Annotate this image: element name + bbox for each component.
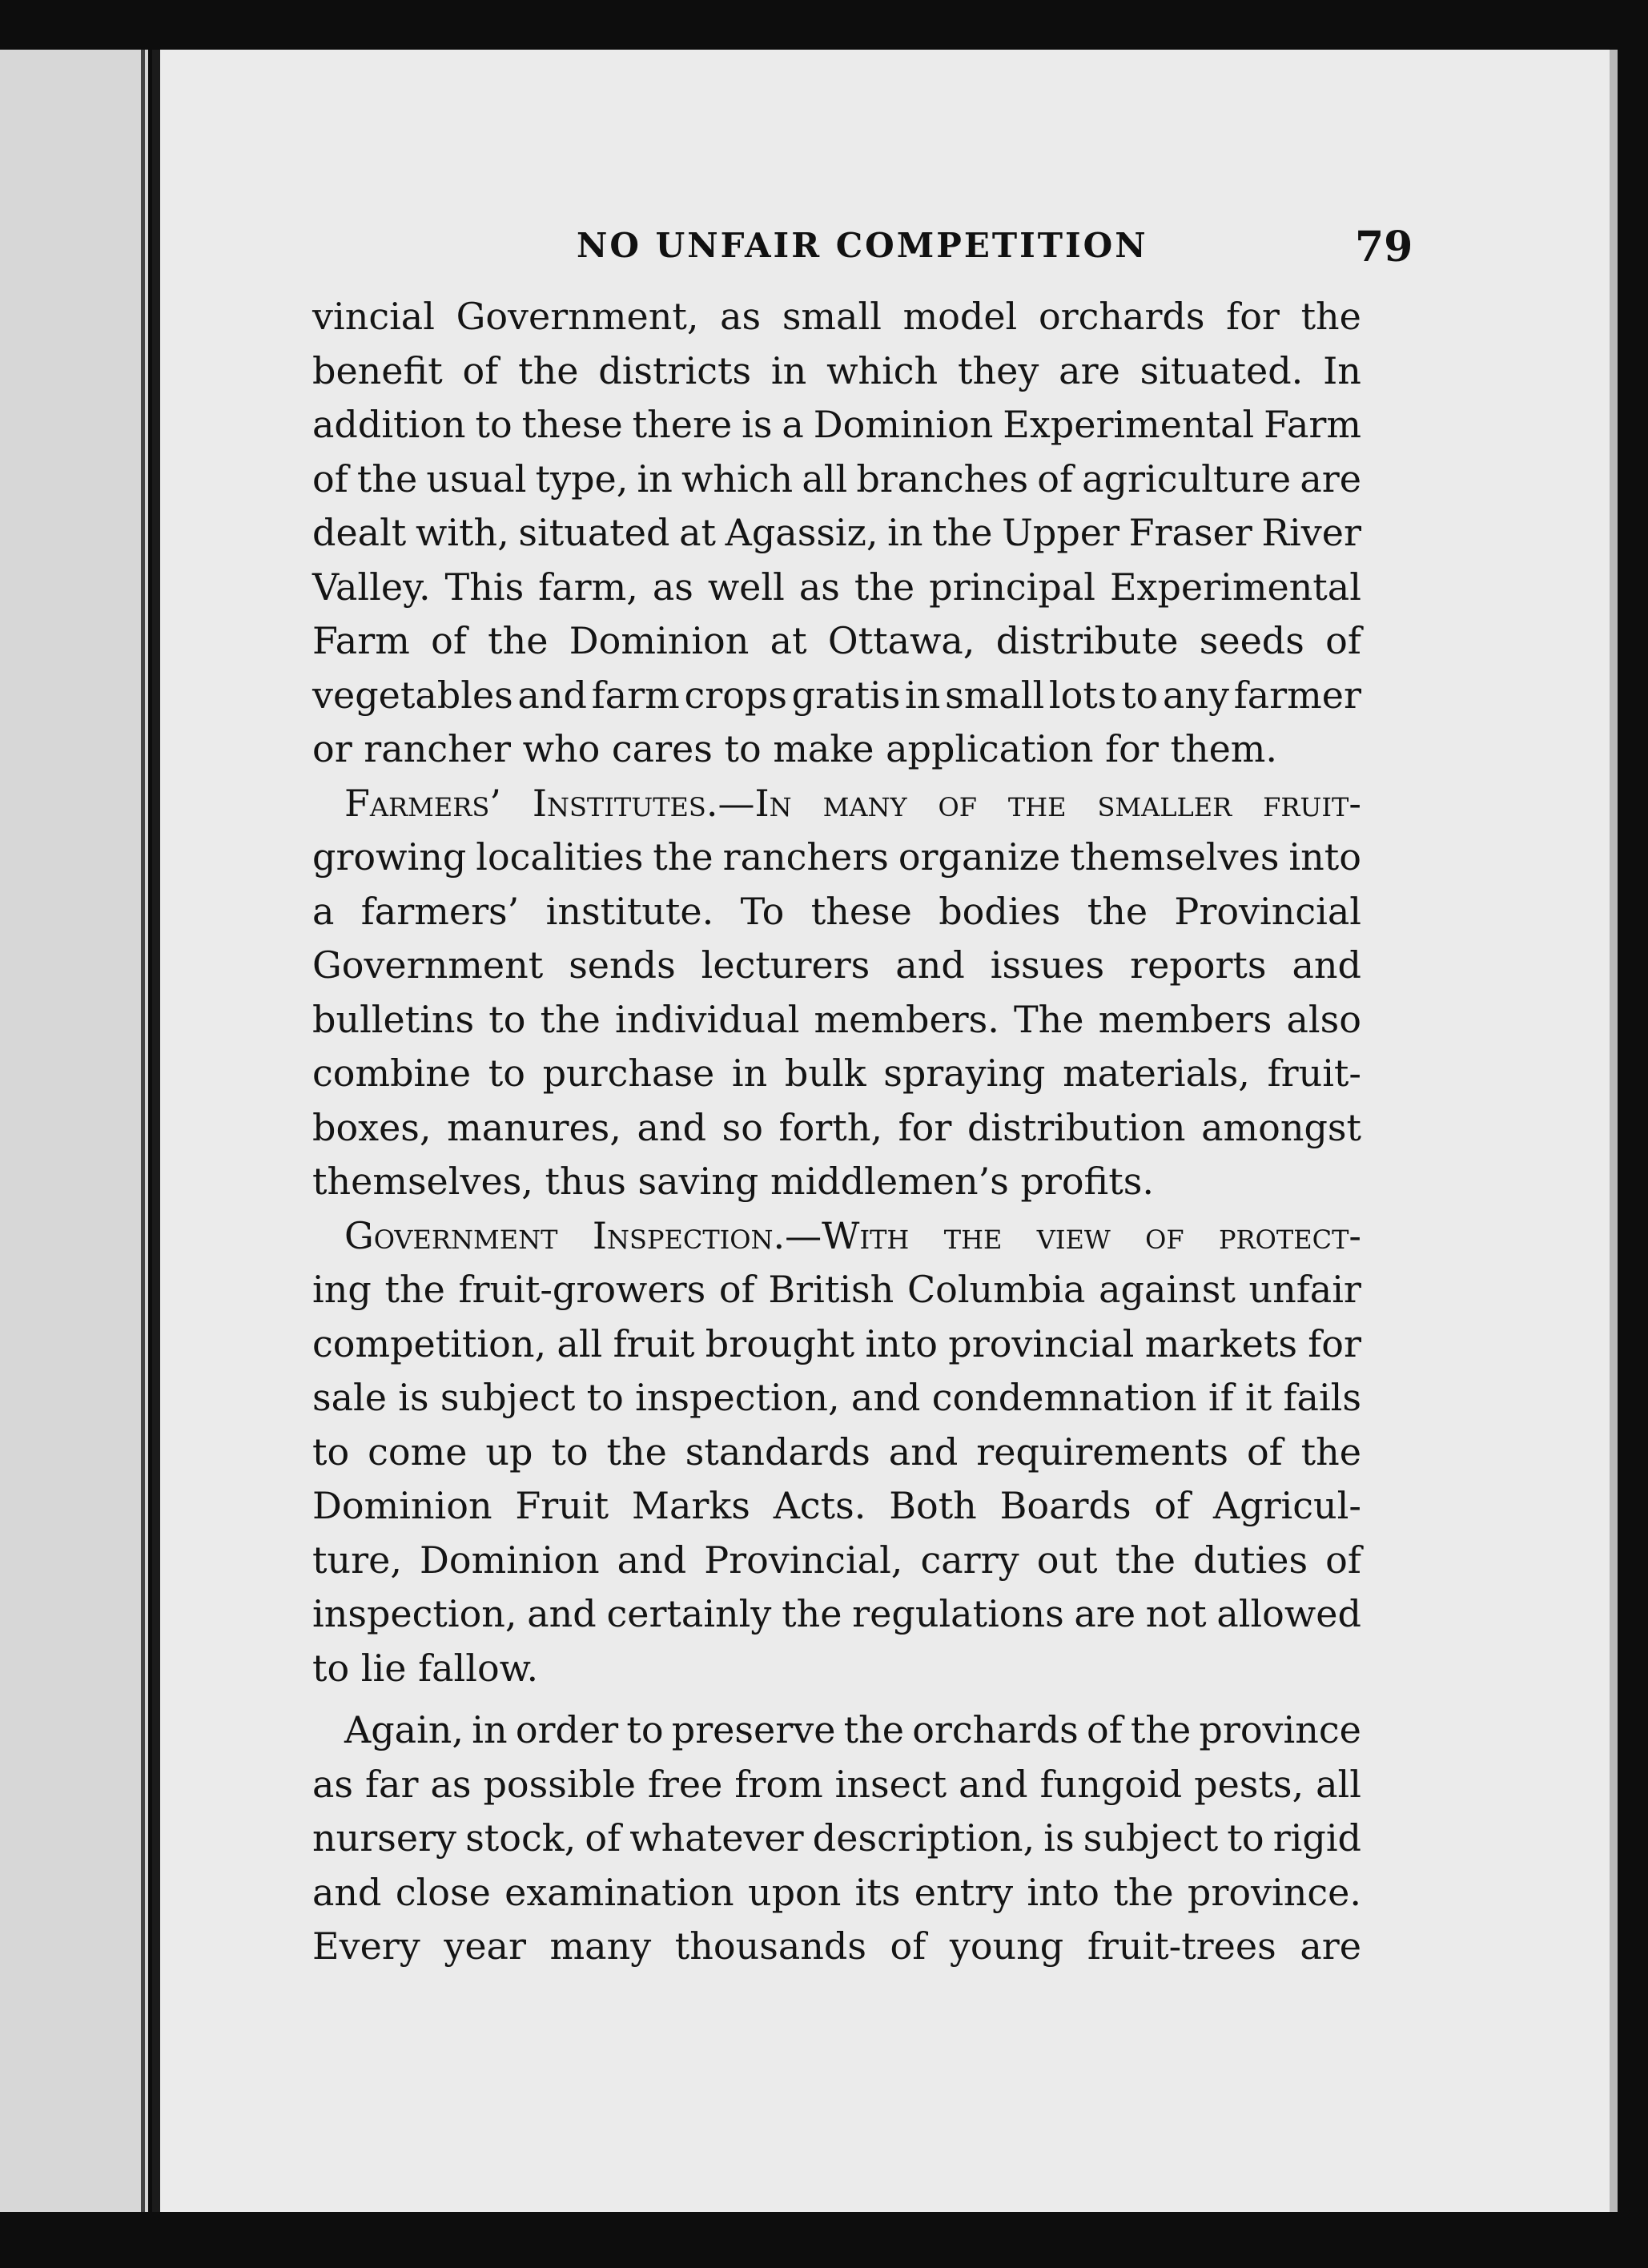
word: bulletins — [312, 997, 475, 1041]
text-line — [312, 993, 1361, 1048]
word: as — [430, 1762, 472, 1806]
word: so — [722, 1105, 763, 1149]
word: at — [770, 619, 807, 662]
word: the — [384, 1268, 445, 1311]
word: Agricul- — [1212, 1484, 1361, 1527]
word: the — [843, 1708, 904, 1751]
word: the — [606, 1430, 667, 1474]
word: branches — [856, 456, 1029, 501]
word: brought — [705, 1321, 855, 1365]
word: from — [734, 1762, 823, 1806]
word: materials, — [1063, 1052, 1250, 1095]
word: Valley. — [312, 565, 431, 609]
word: farm — [591, 673, 680, 717]
word: model — [902, 295, 1018, 338]
text-line — [312, 1812, 1361, 1866]
word: forth, — [778, 1105, 882, 1149]
word: entry — [914, 1870, 1014, 1914]
word: the — [1300, 1430, 1361, 1474]
word: districts — [598, 348, 752, 392]
text-line — [312, 1317, 1361, 1372]
word: and — [895, 943, 965, 987]
word: sends — [569, 943, 676, 987]
word: the — [1130, 1708, 1192, 1751]
word: all — [802, 456, 848, 501]
word: to — [475, 403, 512, 446]
word: boxes, — [312, 1105, 432, 1149]
text-line — [312, 506, 1361, 561]
text-line — [312, 1758, 1361, 1812]
text-line — [312, 1703, 1361, 1758]
word: and — [1292, 943, 1361, 987]
word: to — [626, 1708, 664, 1751]
word: protect- — [1219, 1213, 1361, 1257]
word: principal — [929, 565, 1095, 609]
word: Dominion — [312, 1484, 492, 1527]
word: orchards — [1038, 295, 1205, 338]
word: orchards — [912, 1708, 1079, 1751]
word: the — [943, 1213, 1003, 1257]
word: fruit- — [1263, 781, 1361, 825]
word: to — [488, 997, 526, 1041]
word: these — [810, 889, 912, 933]
word: to — [586, 1376, 624, 1419]
text-line — [312, 1920, 1361, 1974]
word: not — [1145, 1592, 1207, 1635]
word: condemnation — [931, 1376, 1197, 1419]
word: bodies — [939, 889, 1061, 933]
word: fruit-growers — [458, 1268, 706, 1311]
word: thousands — [674, 1924, 866, 1968]
word: in — [472, 1708, 508, 1751]
word: fails — [1283, 1376, 1361, 1419]
word: and — [888, 1430, 959, 1474]
word: Experimental — [1003, 403, 1255, 446]
word: subject — [1083, 1816, 1219, 1860]
word: the — [1113, 1870, 1174, 1914]
page-number: 79 — [1355, 223, 1413, 271]
book-page — [152, 50, 1618, 2212]
word: of — [1145, 1213, 1184, 1257]
word: are — [1074, 1592, 1136, 1635]
word: carry — [920, 1538, 1019, 1582]
word: the — [932, 511, 993, 554]
word: come — [368, 1430, 468, 1474]
word: ture, — [312, 1538, 402, 1582]
text-line — [312, 1263, 1361, 1317]
word: competition, — [312, 1321, 547, 1365]
word: out — [1036, 1538, 1098, 1582]
word: benefit — [312, 348, 443, 392]
word: into — [1027, 1870, 1099, 1914]
word: Farmers’ — [344, 781, 501, 825]
word: order — [515, 1708, 619, 1751]
text-line — [312, 1587, 1361, 1642]
text-line — [312, 452, 1361, 507]
text-line — [312, 614, 1361, 669]
word: description, — [812, 1816, 1035, 1860]
word: rigid — [1272, 1816, 1361, 1860]
word: to — [312, 1430, 350, 1474]
word: dealt — [312, 511, 407, 554]
word: bulk — [784, 1052, 866, 1095]
word: members — [1098, 997, 1272, 1041]
word: Government — [344, 1213, 558, 1257]
word: a — [312, 889, 335, 933]
word: The — [1014, 997, 1084, 1041]
word: of — [1246, 1430, 1283, 1474]
word: of — [1325, 1538, 1361, 1582]
word: far — [365, 1762, 419, 1806]
word: Dominion — [569, 619, 750, 662]
word: are — [1300, 456, 1361, 501]
word: the — [653, 835, 713, 879]
word: of — [585, 1816, 621, 1860]
word: gratis — [791, 673, 901, 717]
word: growing — [312, 835, 467, 879]
text-line — [312, 1371, 1361, 1426]
text-line — [312, 1866, 1361, 1920]
word: Fruit — [515, 1484, 609, 1527]
word: well — [707, 565, 785, 609]
word: This — [444, 565, 525, 609]
word: which — [826, 348, 939, 392]
word: lecturers — [701, 943, 870, 987]
word: Provincial, — [704, 1538, 903, 1582]
text-line: or rancher who cares to make application for them. — [312, 727, 1278, 770]
text-line — [312, 1479, 1361, 1534]
word: free — [647, 1762, 723, 1806]
text-line — [312, 398, 1361, 452]
word: small — [782, 295, 882, 338]
word: many — [549, 1924, 652, 1968]
word: for — [1226, 295, 1280, 338]
word: lots — [1048, 673, 1117, 717]
word: nursery — [312, 1816, 457, 1860]
word: unfair — [1248, 1268, 1361, 1311]
word: a — [782, 403, 804, 446]
word: ranchers — [722, 835, 889, 879]
word: whatever — [629, 1816, 804, 1860]
word: of — [890, 1924, 926, 1968]
word: and — [617, 1538, 687, 1582]
word: there — [632, 403, 733, 446]
word: young — [949, 1924, 1064, 1968]
word: members. — [814, 997, 999, 1041]
word: to — [551, 1430, 589, 1474]
word: to — [488, 1052, 525, 1095]
word: combine — [312, 1052, 472, 1095]
word: in — [905, 673, 941, 717]
word: and — [850, 1376, 921, 1419]
word: markets — [1144, 1321, 1297, 1365]
word: province. — [1187, 1870, 1361, 1914]
word: the — [1115, 1538, 1176, 1582]
word: and — [527, 1592, 597, 1635]
word: as — [312, 1762, 354, 1806]
text-line — [312, 1534, 1361, 1588]
word: British — [768, 1268, 894, 1311]
text-line — [312, 561, 1361, 615]
word: preserve — [671, 1708, 836, 1751]
word: all — [1316, 1762, 1361, 1806]
word: into — [865, 1321, 938, 1365]
word: year — [444, 1924, 526, 1968]
word: distribution — [967, 1105, 1186, 1149]
text-line — [312, 885, 1361, 939]
word: Fraser — [1128, 511, 1252, 554]
word: the — [782, 1592, 842, 1635]
word: requirements — [976, 1430, 1229, 1474]
body-text — [312, 290, 1361, 1974]
word: manures, — [447, 1105, 621, 1149]
word: Government — [312, 943, 544, 987]
word: Upper — [1002, 511, 1119, 554]
word: duties — [1192, 1538, 1308, 1582]
word: situated. — [1140, 348, 1304, 392]
word: farm, — [538, 565, 638, 609]
word: fungoid — [1039, 1762, 1183, 1806]
word: Agassiz, — [725, 511, 878, 554]
word: with, — [415, 511, 509, 554]
section-heading-line — [312, 777, 1361, 831]
word: Every — [312, 1924, 420, 1968]
word: it — [1245, 1376, 1272, 1419]
word: at — [679, 511, 716, 554]
word: as — [720, 295, 762, 338]
word: certainly — [606, 1592, 772, 1635]
binding-line — [141, 50, 145, 2212]
text-line — [312, 669, 1361, 723]
word: Marks — [631, 1484, 750, 1527]
word: in — [637, 456, 673, 501]
word: In — [1323, 348, 1361, 392]
word: vincial — [312, 295, 435, 338]
word: examination — [504, 1870, 734, 1914]
word: these — [521, 403, 623, 446]
word: of — [1154, 1484, 1191, 1527]
word: to — [1121, 673, 1159, 717]
word: pests, — [1194, 1762, 1304, 1806]
word: Farm — [312, 619, 410, 662]
word: many — [822, 781, 907, 825]
text-line — [312, 939, 1361, 993]
text-line — [312, 830, 1361, 885]
word: in — [731, 1052, 768, 1095]
word: Boards — [999, 1484, 1131, 1527]
word: they — [958, 348, 1039, 392]
word: the — [1007, 781, 1067, 825]
word: Inspection.—With — [592, 1213, 910, 1257]
word: close — [395, 1870, 491, 1914]
word: the — [1087, 889, 1148, 933]
word: for — [1308, 1321, 1361, 1365]
page-title: NO UNFAIR COMPETITION — [577, 226, 1148, 265]
word: against — [1099, 1268, 1236, 1311]
word: provincial — [948, 1321, 1135, 1365]
word: for — [898, 1105, 952, 1149]
word: Ottawa, — [827, 619, 975, 662]
word: Farm — [1264, 403, 1361, 446]
word: the — [356, 456, 418, 501]
word: regulations — [852, 1592, 1064, 1635]
word: individual — [615, 997, 800, 1041]
word: Institutes.—In — [532, 781, 792, 825]
word: possible — [483, 1762, 636, 1806]
word: the — [488, 619, 549, 662]
word: to — [1227, 1816, 1264, 1860]
left-page-edge — [0, 50, 148, 2212]
word: in — [887, 511, 923, 554]
word: is — [398, 1376, 429, 1419]
word: in — [770, 348, 807, 392]
word: insect — [834, 1762, 947, 1806]
word: smaller — [1097, 781, 1232, 825]
word: up — [485, 1430, 533, 1474]
word: usual — [426, 456, 527, 501]
word: and — [312, 1870, 382, 1914]
text-line — [312, 1047, 1361, 1101]
word: as — [798, 565, 840, 609]
word: also — [1286, 997, 1361, 1041]
word: the — [1300, 295, 1361, 338]
word: is — [742, 403, 773, 446]
word: which — [681, 456, 794, 501]
word: Dominion — [420, 1538, 600, 1582]
word: of — [312, 456, 348, 501]
word: reports — [1130, 943, 1267, 987]
word: Acts. — [773, 1484, 866, 1527]
word: Both — [889, 1484, 977, 1527]
word: view — [1036, 1213, 1111, 1257]
word: fruit-trees — [1087, 1924, 1276, 1968]
text-line — [312, 1426, 1361, 1480]
word: agriculture — [1082, 456, 1292, 501]
word: addition — [312, 403, 466, 446]
word: of — [431, 619, 467, 662]
word: issues — [990, 943, 1105, 987]
word: Columbia — [906, 1268, 1086, 1311]
text-line: to lie fallow. — [312, 1646, 539, 1690]
word: inspection, — [635, 1376, 840, 1419]
word: vegetables — [312, 673, 513, 717]
word: inspection, — [312, 1592, 517, 1635]
word: Again, — [344, 1708, 464, 1751]
word: province — [1199, 1708, 1361, 1751]
word: farmer — [1233, 673, 1361, 717]
word: if — [1208, 1376, 1234, 1419]
word: ing — [312, 1268, 372, 1311]
word: the — [540, 997, 601, 1041]
word: of — [1325, 619, 1361, 662]
word: and — [637, 1105, 707, 1149]
word: River — [1261, 511, 1361, 554]
right-page-edge — [1610, 50, 1618, 2212]
word: stock, — [465, 1816, 577, 1860]
word: distribute — [995, 619, 1179, 662]
word: institute. — [545, 889, 714, 933]
word: the — [518, 348, 579, 392]
word: spraying — [883, 1052, 1046, 1095]
word: amongst — [1201, 1105, 1361, 1149]
word: subject — [440, 1376, 576, 1419]
word: into — [1288, 835, 1361, 879]
word: themselves — [1070, 835, 1280, 879]
word: of — [1037, 456, 1073, 501]
word: fruit — [613, 1321, 695, 1365]
word: allowed — [1216, 1592, 1361, 1635]
word: and — [517, 673, 587, 717]
word: small — [945, 673, 1045, 717]
word: are — [1300, 1924, 1361, 1968]
word: and — [959, 1762, 1028, 1806]
text-line: themselves, thus saving middlemen’s profits. — [312, 1160, 1154, 1203]
word: fruit- — [1267, 1052, 1361, 1095]
word: of — [718, 1268, 755, 1311]
word: Government, — [456, 295, 699, 338]
word: Provincial — [1174, 889, 1361, 933]
word: Dominion — [813, 403, 994, 446]
word: situated — [518, 511, 670, 554]
word: type, — [535, 456, 629, 501]
text-line — [312, 1101, 1361, 1156]
word: Experimental — [1109, 565, 1361, 609]
word: is — [1043, 1816, 1075, 1860]
word: farmers’ — [360, 889, 520, 933]
word: of — [1086, 1708, 1123, 1751]
word: as — [652, 565, 693, 609]
word: localities — [476, 835, 644, 879]
word: sale — [312, 1376, 387, 1419]
word: standards — [685, 1430, 870, 1474]
text-line — [312, 344, 1361, 399]
word: any — [1162, 673, 1229, 717]
word: all — [557, 1321, 603, 1365]
word: crops — [684, 673, 787, 717]
word: the — [854, 565, 915, 609]
text-line — [312, 290, 1361, 344]
word: upon — [747, 1870, 842, 1914]
word: organize — [898, 835, 1061, 879]
word: of — [938, 781, 977, 825]
word: its — [854, 1870, 901, 1914]
word: are — [1059, 348, 1120, 392]
word: To — [740, 889, 785, 933]
word: of — [462, 348, 499, 392]
word: seeds — [1199, 619, 1304, 662]
word: purchase — [542, 1052, 715, 1095]
section-heading-line — [312, 1209, 1361, 1264]
